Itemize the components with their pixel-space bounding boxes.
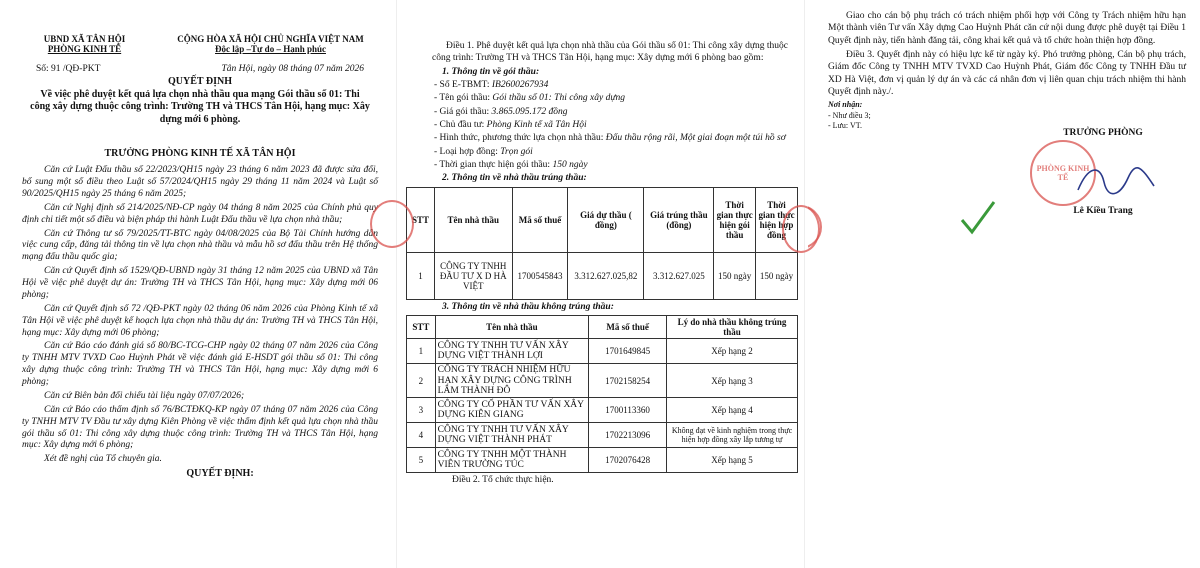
package-info-item: - Loại hợp đồng: Trọn gói <box>434 146 533 157</box>
table-cell: 1702158254 <box>589 364 667 398</box>
article-1-block <box>402 40 796 185</box>
package-info-item: - Giá gói thầu: 3.865.095.172 đồng <box>434 106 568 117</box>
implementation-paragraph: Giao cho cán bộ phụ trách có trách nhiệm phối hợp với Công ty Trách nhiệm hữu hạn Một thành viên Tư vấn Xây dựng Cao Huỳnh Phát căn cứ nội dung được phê duyệt tại Điều 1 Quyết định này, tiến hành đăng tải, công khai kết quả và tổ chức hoàn thiện hợp đồng. <box>828 11 1186 46</box>
table-cell: CÔNG TY TRÁCH NHIỆM HỮU HẠN XÂY DỰNG CÔNG TRÌNH LÂM THÀNH ĐÔ <box>435 364 589 398</box>
package-info-item: - Tên gói thầu: Gói thầu số 01: Thi công xây dựng <box>434 93 626 104</box>
article-1-text: Điều 1. Phê duyệt kết quả lựa chọn nhà thầu của Gói thầu số 01: Thi công xây dựng thuộc công trình: Trường TH và THCS Tân Hội, hạng mục: Xây dựng mới 6 phòng bao gồm: <box>432 41 789 64</box>
table-row <box>407 423 798 448</box>
package-info-item: - Hình thức, phương thức lựa chọn nhà thầu: Đấu thầu rộng rãi, Một giai đoạn một túi hồ sơ <box>434 133 786 144</box>
table-cell: Xếp hạng 3 <box>666 364 797 398</box>
table-cell: 150 ngày <box>714 252 756 299</box>
page-3 <box>808 0 1200 568</box>
column-header: Lý do nhà thầu không trúng thầu <box>666 316 797 339</box>
table-cell: 1700545843 <box>512 252 568 299</box>
table-cell: 5 <box>407 448 436 473</box>
article-3-paragraph: Điều 3. Quyết định này có hiệu lực kể từ ngày ký. Phó trưởng phòng, Cán bộ phụ trách, Giám đốc Công ty TNHH MTV TVXD Cao Huỳnh Phát, Giám đốc Công ty TNHH Đầu tư XD Hà Việt, đơn vị quản lý dự án và các cá nhân đơn vị liên quan chịu trách nhiệm thi hành Quyết định này./. <box>828 50 1186 98</box>
column-header: Tên nhà thầu <box>435 316 589 339</box>
table-cell: CÔNG TY TNHH TƯ VẤN XÂY DỰNG VIỆT THÀNH PHÁT <box>435 423 589 448</box>
recipients-heading: Nơi nhận: <box>828 100 863 110</box>
legal-basis: Căn cứ Quyết định số 72 /QĐ-PKT ngày 02 tháng 06 năm 2026 của Phòng Kinh tế xã Tân Hội về việc phê duyệt kế hoạch lựa chọn nhà thầu dự án: Trường TH và THCS Tân Hội, hạng mục: Xây dựng mới 06 phòng; <box>22 303 378 338</box>
table-cell: CÔNG TY CỔ PHẦN TƯ VẤN XÂY DỰNG KIÊN GIANG <box>435 398 589 423</box>
unsuccessful-bidders-table <box>406 315 798 473</box>
table-cell: 3.312.627.025 <box>644 252 714 299</box>
table-row <box>407 364 798 398</box>
column-header: Tên nhà thầu <box>434 187 512 252</box>
table-cell: CÔNG TY TNHH ĐẦU TƯ X D HÀ VIỆT <box>434 252 512 299</box>
section-package-info: 1. Thông tin về gói thầu: <box>442 66 540 77</box>
package-info-item: - Số E-TBMT: IB2600267934 <box>434 80 549 91</box>
page-3-text <box>828 10 1186 98</box>
table-cell: Xếp hạng 5 <box>666 448 797 473</box>
legal-basis: Căn cứ Thông tư số 79/2025/TT-BTC ngày 04/08/2025 của Bộ Tài Chính hướng dẫn việc cung cấp, đăng tải thông tin về lựa chọn nhà thầu và mẫu hồ sơ đấu thầu trên Hệ thống mạng đấu thầu quốc gia; <box>22 228 378 263</box>
table-row <box>407 448 798 473</box>
section-winner-info: 2. Thông tin về nhà thầu trúng thầu: <box>442 173 587 184</box>
table-cell: Không đạt về kinh nghiệm trong thực hiện hợp đồng xây lắp tương tự <box>666 423 797 448</box>
legal-basis: Căn cứ Luật Đấu thầu số 22/2023/QH15 ngày 23 tháng 6 năm 2023 đã được sửa đổi, bổ sung một số điều theo Luật số 57/2024/QH15 ngày 29 tháng 11 năm 2024 và Luật số 90/2025/QH15 ngày 25 tháng 6 năm 2025; <box>22 165 378 199</box>
column-header: Giá trúng thầu (đồng) <box>644 187 714 252</box>
page-1 <box>0 0 392 568</box>
legal-basis: Căn cứ Báo cáo thẩm định số 76/BCTĐKQ-KP ngày 07 tháng 07 năm 2026 của Công ty TNHH MTV TV Đầu tư xây dựng Kiên Phòng về việc thẩm định kết quả lựa chọn nhà thầu gói thầu số 01: Thi công xây dựng thuộc công trình: Trường TH và THCS Tân Hội, hạng mục: Xây dựng mới 6 phòng; <box>22 404 378 451</box>
article-2-heading: Điều 2. Tổ chức thực hiện. <box>452 475 554 486</box>
document-header <box>22 34 378 55</box>
page-2 <box>402 0 800 568</box>
issuer-block <box>22 34 147 55</box>
table-cell: 1700113360 <box>589 398 667 423</box>
stamp-fragment <box>782 205 820 253</box>
column-header: Thời gian thực hiện hợp đồng <box>756 187 798 252</box>
digital-signature-check-icon <box>958 198 998 238</box>
table-header-row <box>407 187 798 252</box>
page-divider <box>804 0 805 568</box>
number-date-line <box>22 64 378 74</box>
package-info-item: - Thời gian thực hiện gói thầu: 150 ngày <box>434 160 588 171</box>
table-cell: Xếp hạng 4 <box>666 398 797 423</box>
package-info-item: - Chủ đầu tư: Phòng Kinh tế xã Tân Hội <box>434 120 587 131</box>
legal-basis: Căn cứ Biên bản đối chiếu tài liệu ngày 07/07/2026; <box>44 390 245 401</box>
table-cell: 150 ngày <box>756 252 798 299</box>
signer-name: Lê Kiều Trang <box>1073 206 1133 216</box>
handwritten-signature <box>1076 160 1156 200</box>
table-cell: 4 <box>407 423 436 448</box>
column-header: Thời gian thực hiện gói thầu <box>714 187 756 252</box>
recipients-block <box>828 100 1186 131</box>
decides-heading: QUYẾT ĐỊNH: <box>186 468 254 480</box>
document-subject: Về việc phê duyệt kết quả lựa chọn nhà thầu qua mạng Gói thầu số 01: Thi công xây dựng thuộc công trình: Trường TH và THCS Tân Hội, hạng mục: Xây dựng mới 6 phòng. <box>30 88 370 125</box>
national-motto-block <box>163 34 378 55</box>
column-header: Mã số thuế <box>589 316 667 339</box>
stamp-fragment <box>370 200 414 248</box>
document-title: QUYẾT ĐỊNH <box>168 75 232 87</box>
stamp-text: PHÒNG KINH TẾ <box>1036 164 1090 182</box>
nation-name: CỘNG HÒA XÃ HỘI CHỦ NGHĨA VIỆT NAM <box>177 34 364 44</box>
authority-heading: TRƯỞNG PHÒNG KINH TẾ XÃ TÂN HỘI <box>104 148 296 160</box>
legal-basis: Căn cứ Báo cáo đánh giá số 80/BC-TCG-CHP ngày 02 tháng 07 năm 2026 của Công ty TNHH MTV TVXD Cao Huỳnh Phát về việc đánh giá E-HSDT gói thầu số 01: Thi công xây dựng thuộc công trình: Trường TH và THCS Tân Hội, hạng mục: Xây dựng mới 6 phòng; <box>22 341 378 388</box>
table-cell: 2 <box>407 364 436 398</box>
table-row <box>407 252 798 299</box>
legal-basis: Xét đề nghị của Tổ chuyên gia. <box>44 454 162 465</box>
table-cell: 1702213096 <box>589 423 667 448</box>
section-loser-info: 3. Thông tin về nhà thầu không trúng thầu: <box>442 301 614 312</box>
agency-name: UBND XÃ TÂN HỘI <box>43 34 126 44</box>
table-header-row <box>407 316 798 339</box>
department-name: PHÒNG KINH TẾ <box>47 44 122 55</box>
table-row <box>407 339 798 364</box>
signer-role: TRƯỞNG PHÒNG <box>1063 128 1143 138</box>
table-cell: CÔNG TY TNHH TƯ VẤN XÂY DỰNG VIỆT THÀNH LỢI <box>435 339 589 364</box>
table-cell: 3 <box>407 398 436 423</box>
table-cell: 3.312.627.025,82 <box>568 252 644 299</box>
document-number: Số: 91 /QĐ-PKT <box>36 63 101 74</box>
table-cell: 1702076428 <box>589 448 667 473</box>
table-cell: 1 <box>407 339 436 364</box>
legal-bases <box>22 165 378 466</box>
page-divider <box>396 0 397 568</box>
recipient-item: - Lưu: VT. <box>828 121 863 131</box>
column-header: Giá dự thầu ( đồng) <box>568 187 644 252</box>
motto: Độc lập –Tự do – Hạnh phúc <box>215 44 326 55</box>
table-cell: Xếp hạng 2 <box>666 339 797 364</box>
legal-basis: Căn cứ Quyết định số 1529/QĐ-UBND ngày 31 tháng 12 năm 2025 của UBND xã Tân Hội về việc phê duyệt dự án: Trường TH và THCS Tân Hội, hạng mục: Xây dựng mới 06 phòng; <box>22 266 378 300</box>
column-header: STT <box>407 187 435 252</box>
winning-bidder-table <box>406 187 798 300</box>
column-header: Mã số thuế <box>512 187 568 252</box>
column-header: STT <box>407 316 436 339</box>
table-cell: 1701649845 <box>589 339 667 364</box>
place-date: Tân Hội, ngày 08 tháng 07 năm 2026 <box>221 63 364 74</box>
recipient-item: - Như điều 3; <box>828 110 871 120</box>
section-3-wrapper <box>402 301 796 313</box>
table-cell: 1 <box>407 252 435 299</box>
table-row <box>407 398 798 423</box>
table-cell: CÔNG TY TNHH MỘT THÀNH VIÊN TRƯỜNG TÚC <box>435 448 589 473</box>
legal-basis: Căn cứ Nghị định số 214/2025/NĐ-CP ngày 04 tháng 8 năm 2025 của Chính phủ quy định chi tiết một số điều và biện pháp thi hành Luật Đấu thầu về lựa chọn nhà thầu; <box>22 202 378 225</box>
